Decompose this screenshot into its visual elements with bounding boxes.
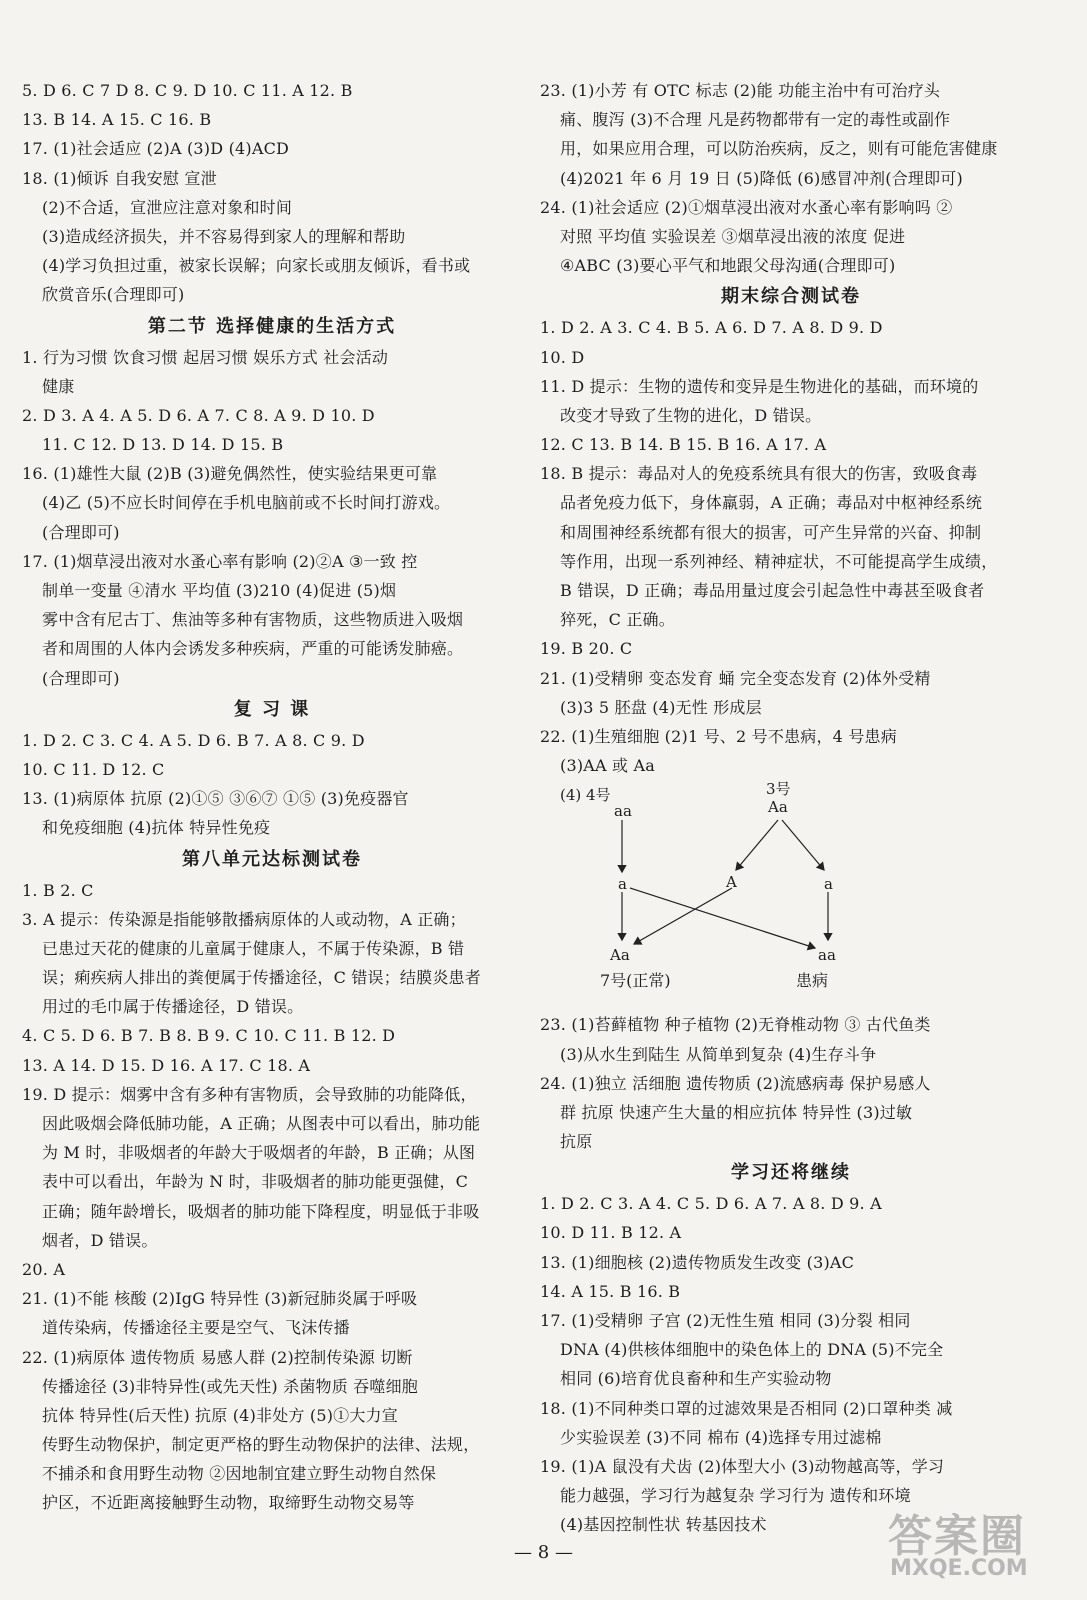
arrow-line [782, 820, 824, 870]
section-title: 期末综合测试卷 [721, 286, 861, 308]
answer-line: 13. B 14. A 15. C 16. B [22, 110, 212, 130]
answer-line: 10. C 11. D 12. C [22, 759, 165, 779]
arrow-line [736, 820, 778, 870]
answer-line: 不捕杀和食用野生动物 ②因地制宜建立野生动物自然保 [42, 1464, 437, 1484]
answer-line: 欣赏音乐(合理即可) [42, 285, 185, 305]
answer-line: 误；痢疾病人排出的粪便属于传播途径，C 错误；结膜炎患者 [42, 968, 481, 988]
answer-line: 1. B 2. C [22, 880, 94, 900]
answer-line: 1. D 2. C 3. A 4. C 5. D 6. A 7. A 8. D 9. A [540, 1194, 882, 1214]
answer-line: 13. A 14. D 15. D 16. A 17. C 18. A [22, 1055, 311, 1075]
answer-line: (4)基因控制性状 转基因技术 [560, 1515, 767, 1535]
answer-line: 20. A [22, 1259, 66, 1279]
answer-line: (合理即可) [42, 522, 120, 542]
answer-line: 护区，不近距离接触野生动物，取缔野生动物交易等 [42, 1493, 415, 1513]
answer-line: 等作用，出现一系列神经、精神症状，不可能提高学生成绩， [560, 551, 998, 571]
answer-line: (4)学习负担过重，被家长误解；向家长或朋友倾诉，看书或 [42, 256, 471, 276]
answer-line: 正确；随年龄增长，吸烟者的肺功能下降程度，明显低于非吸 [42, 1201, 480, 1221]
answer-line: 对照 平均值 实验误差 ③烟草浸出液的浓度 促进 [560, 226, 906, 246]
answer-line: 能力越强，学习行为越复杂 学习行为 遗传和环境 [560, 1486, 911, 1506]
pedigree-gamete: a [618, 875, 627, 894]
pedigree-diagram [560, 780, 860, 1010]
answer-line: 16. (1)雄性大鼠 (2)B (3)避免偶然性，使实验结果更可靠 [22, 464, 438, 484]
answer-line: 17. (1)受精卵 子宫 (2)无性生殖 相同 (3)分裂 相同 [540, 1311, 911, 1330]
section-title: 学习还将继续 [731, 1162, 851, 1184]
section-title: 复 习 课 [233, 698, 311, 720]
answer-line: 制单一变量 ④清水 平均值 (3)210 (4)促进 (5)烟 [42, 581, 397, 600]
answer-line: 19. (1)A 鼠没有犬齿 (2)体型大小 (3)动物越高等，学习 [540, 1456, 945, 1476]
pedigree-offspring: aa [818, 946, 836, 965]
answer-line: 改变才导致了生物的进化，D 错误。 [560, 405, 822, 425]
right-column-bottom [540, 1010, 1042, 1539]
answer-line: 烟者，D 错误。 [42, 1230, 158, 1250]
answer-line: 用，如果应用合理，可以防治疾病，反之，则有可能危害健康 [560, 139, 998, 159]
answer-line: DNA (4)供核体细胞中的染色体上的 DNA (5)不完全 [560, 1340, 944, 1360]
answer-line: (4)2021 年 6 月 19 日 (5)降低 (6)感冒冲剂(合理即可) [560, 168, 963, 188]
answer-line: 22. (1)生殖细胞 (2)1 号、2 号不患病，4 号患病 [540, 726, 897, 746]
answer-line: 24. (1)社会适应 (2)①烟草浸出液对水蚤心率有影响吗 ② [540, 197, 953, 217]
answer-line: 抗原 [560, 1132, 593, 1152]
answer-line: 已患过天花的健康的儿童属于健康人，不属于传染源，B 错 [42, 938, 465, 958]
page-number: — 8 — [514, 1542, 573, 1563]
answer-line: 群 抗原 快速产生大量的相应抗体 特异性 (3)过敏 [560, 1102, 913, 1122]
answer-line: 健康 [42, 376, 75, 396]
pedigree-offspring: Aa [610, 946, 630, 965]
answer-line: 10. D [540, 347, 585, 367]
answer-line: 1. D 2. C 3. C 4. A 5. D 6. B 7. A 8. C 9. D [22, 730, 365, 750]
section-title: 第八单元达标测试卷 [182, 848, 362, 870]
answer-line: 痛、腹泻 (3)不合理 凡是药物都带有一定的毒性或副作 [560, 110, 951, 130]
answer-line: 21. (1)受精卵 变态发育 蛹 完全变态发育 (2)体外受精 [540, 668, 931, 688]
answer-line: 21. (1)不能 核酸 (2)IgG 特异性 (3)新冠肺炎属于呼吸 [22, 1289, 418, 1309]
answer-line: 18. (1)倾诉 自我安慰 宣泄 [22, 168, 217, 188]
pedigree-label-3: 3号 [766, 780, 791, 799]
pedigree-gamete: a [824, 875, 833, 894]
answer-line: 者和周围的人体内会诱发多种疾病，严重的可能诱发肺癌。 [42, 639, 464, 659]
answer-line: B 错误，D 正确；毒品用量过度会引起急性中毒甚至吸食者 [560, 581, 985, 600]
watermark-url: MXQE.COM [890, 1556, 1028, 1581]
answer-line: 18. (1)不同种类口罩的过滤效果是否相同 (2)口罩种类 减 [540, 1398, 953, 1418]
left-column [22, 76, 522, 1518]
answer-line: 为 M 时，非吸烟者的年龄大于吸烟者的年龄，B 正确；从图 [42, 1143, 476, 1163]
answer-line: 24. (1)独立 活细胞 遗传物质 (2)流感病毒 保护易感人 [540, 1073, 931, 1093]
answer-line: 传播途径 (3)非特异性(或先天性) 杀菌物质 吞噬细胞 [42, 1376, 419, 1396]
watermark-chars: 答案圈 [888, 1511, 1026, 1562]
answer-line: (3)AA 或 Aa [560, 756, 656, 776]
answer-line: (3)造成经济损失，并不容易得到家人的理解和帮助 [42, 226, 406, 246]
answer-line: 5. D 6. C 7 D 8. C 9. D 10. C 11. A 12. B [22, 81, 353, 100]
answer-line: 19. B 20. C [540, 639, 633, 659]
answer-line: 传野生动物保护，制定更严格的野生动物保护的法律、法规， [42, 1435, 480, 1455]
answer-line: 22. (1)病原体 遗传物质 易感人群 (2)控制传染源 切断 [22, 1347, 413, 1367]
answer-line: 12. C 13. B 14. B 15. B 16. A 17. A [540, 435, 827, 455]
answer-line: 19. D 提示：烟雾中含有多种有害物质，会导致肺的功能降低， [22, 1084, 477, 1104]
answer-line: 3. A 提示：传染源是指能够散播病原体的人或动物，A 正确； [22, 909, 466, 929]
answer-line: 表中可以看出，年龄为 N 时，非吸烟者的肺功能更强健，C [42, 1172, 469, 1192]
section-title: 第二节 选择健康的生活方式 [147, 315, 397, 337]
answer-line: 少实验误差 (3)不同 棉布 (4)选择专用过滤棉 [560, 1427, 882, 1447]
answer-line: 23. (1)小芳 有 OTC 标志 (2)能 功能主治中有可治疗头 [540, 81, 941, 100]
right-column-top [540, 76, 1042, 780]
answer-line: 2. D 3. A 4. A 5. D 6. A 7. C 8. A 9. D 10. D [22, 405, 375, 425]
answer-line: 11. D 提示：生物的遗传和变异是生物进化的基础，而环境的 [540, 376, 979, 396]
answer-line: 13. (1)病原体 抗原 (2)①⑤ ③⑥⑦ ①⑤ (3)免疫器官 [22, 789, 409, 809]
answer-line: 猝死，C 正确。 [560, 610, 675, 630]
pedigree-label-4: (4) 4号 [560, 786, 611, 805]
answer-line: 4. C 5. D 6. B 7. B 8. B 9. C 10. C 11. B 12. D [22, 1026, 396, 1046]
answer-line: 23. (1)苔藓植物 种子植物 (2)无脊椎动物 ③ 古代鱼类 [540, 1015, 931, 1035]
answer-line: 10. D 11. B 12. A [540, 1223, 682, 1243]
answer-line: 用过的毛巾属于传播途径，D 错误。 [42, 997, 304, 1017]
answer-line: 雾中含有尼古丁、焦油等多种有害物质，这些物质进入吸烟 [42, 610, 464, 630]
pedigree-caption-7: 7号(正常) [600, 971, 671, 991]
answer-line: 和免疫细胞 (4)抗体 特异性免疫 [42, 818, 271, 838]
answer-line: (合理即可) [42, 668, 120, 688]
answer-line: (2)不合适，宣泄应注意对象和时间 [42, 197, 293, 217]
answer-line: (3)从水生到陆生 从简单到复杂 (4)生存斗争 [560, 1044, 877, 1064]
answer-line: ④ABC (3)要心平气和地跟父母沟通(合理即可) [560, 256, 896, 276]
answer-line: 18. B 提示：毒品对人的免疫系统具有很大的伤害，致吸食毒 [540, 464, 978, 484]
answer-line: 17. (1)社会适应 (2)A (3)D (4)ACD [22, 139, 290, 159]
answer-line: 1. 行为习惯 饮食习惯 起居习惯 娱乐方式 社会活动 [22, 347, 389, 367]
right-column [540, 76, 1042, 1540]
answer-line: 11. C 12. D 13. D 14. D 15. B [42, 435, 284, 455]
answer-line: 14. A 15. B 16. B [540, 1281, 681, 1301]
answer-line: 因此吸烟会降低肺功能，A 正确；从图表中可以看出，肺功能 [42, 1114, 481, 1133]
pedigree-genotype: Aa [768, 798, 788, 817]
answer-line: 抗体 特异性(后天性) 抗原 (4)非处方 (5)①大力宣 [42, 1405, 398, 1425]
watermark-logo [878, 1500, 1068, 1590]
answer-line: 17. (1)烟草浸出液对水蚤心率有影响 (2)②A ③一致 控 [22, 551, 418, 571]
pedigree-genotype: aa [614, 802, 632, 821]
answer-line: 和周围神经系统都有很大的损害，可产生异常的兴奋、抑制 [560, 522, 982, 542]
pedigree-caption-sick: 患病 [796, 971, 829, 991]
answer-line: 相同 (6)培育优良畜种和生产实验动物 [560, 1369, 832, 1389]
answer-line: 13. (1)细胞核 (2)遗传物质发生改变 (3)AC [540, 1252, 855, 1272]
arrow-line [630, 888, 815, 948]
answer-line: (3)3 5 胚盘 (4)无性 形成层 [560, 697, 762, 717]
pedigree-gamete: A [726, 873, 737, 892]
answer-line: 1. D 2. A 3. C 4. B 5. A 6. D 7. A 8. D 9. D [540, 318, 883, 338]
answer-line: 品者免疫力低下，身体羸弱，A 正确；毒品对中枢神经系统 [560, 493, 983, 513]
answer-line: 道传染病，传播途径主要是空气、飞沫传播 [42, 1318, 350, 1338]
answer-line: (4)乙 (5)不应长时间停在手机电脑前或不长时间打游戏。 [42, 493, 451, 513]
